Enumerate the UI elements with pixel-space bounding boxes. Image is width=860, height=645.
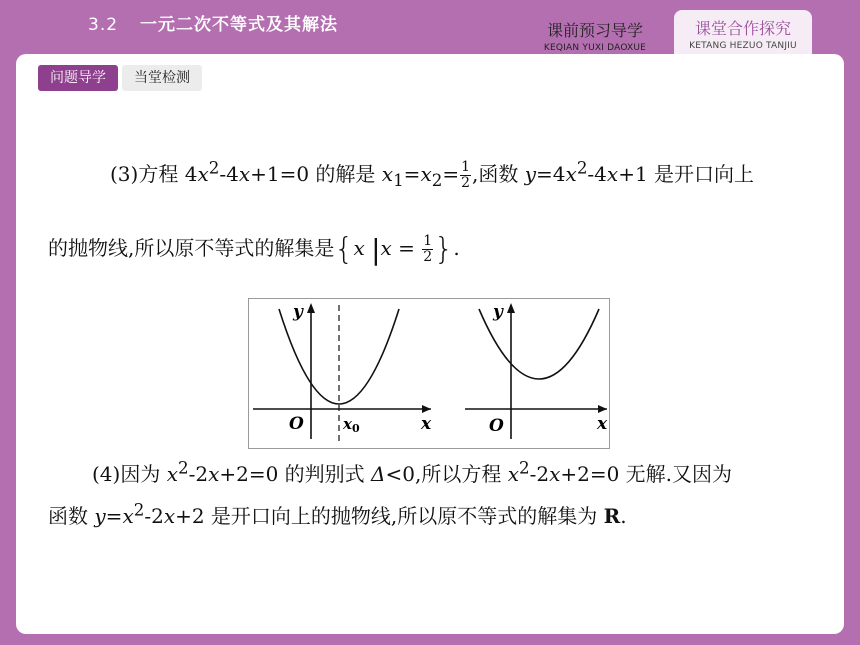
- graph2-x-label: x: [597, 414, 608, 434]
- text: 函数: [48, 504, 95, 528]
- y-arrow-1: [307, 303, 315, 313]
- x-arrow-2: [598, 405, 607, 413]
- text: -2: [529, 462, 550, 486]
- content-card: [16, 54, 844, 634]
- y-arrow-2: [507, 303, 515, 313]
- numerator: 1: [423, 233, 433, 249]
- numerator: 1: [461, 159, 471, 175]
- text: =: [105, 504, 123, 528]
- text: -2: [144, 504, 164, 528]
- text: =4: [536, 162, 566, 186]
- paragraph-3-line1: (3)方程 $4x^2-4x+1=0$ 的解是 $x_1=x_2=$ $\frac{1}{2}$ ,函数 $y=4x^2-4x+1$ 是开口向上: [110, 158, 755, 191]
- parabola-figure: [248, 298, 610, 449]
- graph2-origin: O: [489, 416, 504, 436]
- paragraph-4-line2: 函数 $y=x^2-2x+2$ 是开口向上的抛物线,所以原不等式的解集为 R.: [48, 500, 627, 528]
- real-set-symbol: R: [603, 504, 621, 528]
- text: +1=0 的解是: [250, 162, 382, 186]
- denominator: 2: [461, 175, 471, 191]
- root-subscript: 0: [351, 422, 360, 435]
- text: -4: [219, 162, 239, 186]
- graph1-origin: O: [289, 414, 304, 434]
- fraction: [460, 160, 471, 191]
- text: -2: [188, 462, 209, 486]
- parabola-graphs: [249, 299, 609, 448]
- text: -4: [587, 162, 607, 186]
- tab-cooperative-label: 课堂合作探究: [694, 19, 791, 38]
- subtab-check[interactable]: 当堂检测: [122, 65, 202, 91]
- lesson-title: [88, 10, 338, 35]
- delta-symbol: Δ: [371, 462, 386, 486]
- text: 的抛物线,所以原不等式的解集是: [48, 236, 335, 260]
- tab-preview-label: 课前预习导学: [546, 21, 643, 40]
- graph1-y-label: y: [293, 302, 303, 322]
- header-bar: [0, 0, 860, 52]
- graph1-root-label: [342, 415, 360, 435]
- item-label: (3): [110, 162, 139, 186]
- tab-preview[interactable]: [532, 12, 658, 52]
- text: 方程 4: [138, 162, 198, 186]
- tab-cooperative-sublabel: KETANG HEZUO TANJIU: [689, 41, 797, 51]
- paragraph-3-line2: 的抛物线,所以原不等式的解集是{x |x = $\frac{1}{2}$ }.: [48, 232, 460, 267]
- subtab-guide[interactable]: 问题导学: [38, 65, 118, 91]
- denominator: 2: [423, 249, 433, 265]
- text: +2=0 无解.又因为: [560, 462, 733, 486]
- text: +2=0 的判别式: [219, 462, 372, 486]
- text: +1 是开口向上: [618, 162, 755, 186]
- graph1-x-label: x: [421, 414, 432, 434]
- text: +2 是开口向上的抛物线,所以原不等式的解集为: [175, 504, 604, 528]
- tab-cooperative[interactable]: [674, 10, 812, 54]
- x-arrow-1: [422, 405, 431, 413]
- paragraph-4-line1: (4)因为 $x^2-2x+2=0$ 的判别式 Δ<0,所以方程 $x^2-2x+2=0$ 无解.又因为: [92, 458, 733, 486]
- root-x: x: [343, 415, 352, 433]
- fraction: [422, 234, 433, 265]
- graph2-y-label: y: [493, 302, 503, 322]
- lesson-number: 3.2: [88, 15, 119, 35]
- lesson-name: 一元二次不等式及其解法: [140, 15, 339, 35]
- text: ,函数: [472, 162, 525, 186]
- text: <0,所以方程: [385, 462, 508, 486]
- item-label: (4): [92, 462, 121, 486]
- subtab-bar: [38, 65, 206, 91]
- text: .: [620, 504, 627, 528]
- tab-preview-sublabel: KEQIAN YUXI DAOXUE: [543, 43, 647, 53]
- text: .: [453, 236, 460, 260]
- text: 因为: [120, 462, 167, 486]
